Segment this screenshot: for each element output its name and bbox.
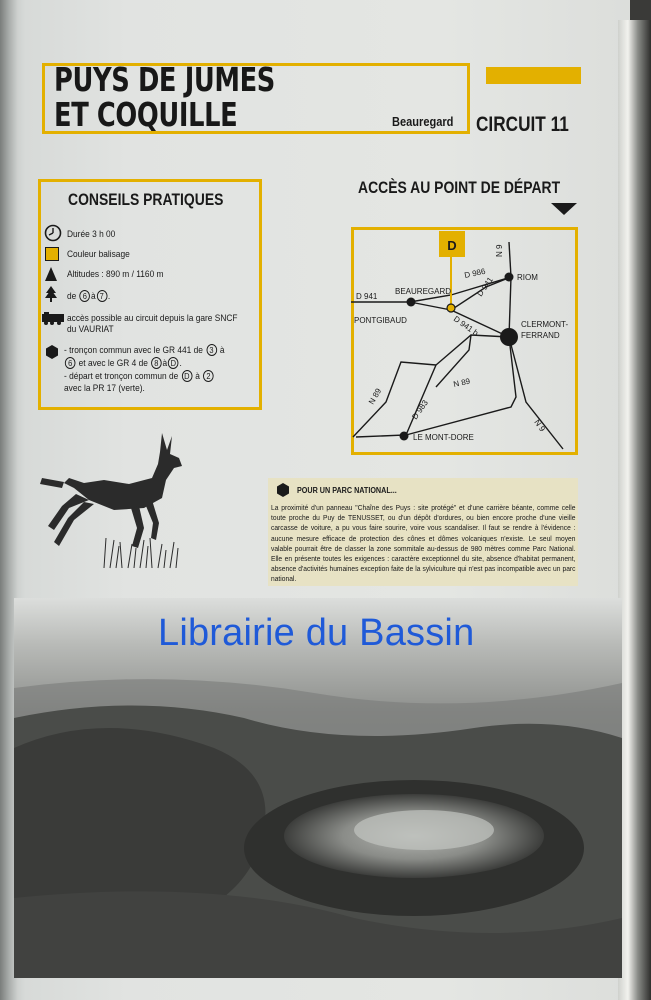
hexagon-icon — [45, 344, 59, 360]
label-n89-left: N 89 — [366, 386, 384, 406]
label-d941-left: D 941 — [356, 292, 378, 301]
label-d941-right: D 941 — [475, 275, 495, 299]
hexagon-icon — [276, 482, 290, 498]
grass — [104, 538, 178, 568]
access-map — [351, 227, 578, 455]
page-edge — [618, 20, 651, 1000]
gr-text-2: et avec le GR 4 de — [78, 358, 148, 369]
marker-to: 7 — [96, 290, 107, 302]
acces-arrow-icon — [551, 203, 577, 215]
label-n89-mid: N 89 — [452, 376, 471, 389]
couleur-text: Couleur balisage — [67, 249, 130, 260]
label-beauregard: BEAUREGARD — [395, 287, 452, 296]
label-mont-dore: LE MONT-DORE — [413, 433, 474, 442]
label-riom: RIOM — [517, 273, 538, 282]
deer-illustration — [34, 428, 194, 573]
label-pontgibaud: PONTGIBAUD — [354, 316, 407, 325]
duree-text: Durée 3 h 00 — [67, 229, 116, 240]
gare-line-1: accès possible au circuit depuis la gare SNCF — [67, 313, 238, 324]
gr-text-1: - tronçon commun avec le GR 441 de — [64, 345, 203, 356]
de-prefix: de — [67, 291, 77, 302]
gr-sep-2: à — [162, 358, 168, 369]
gr-line-1 — [64, 344, 225, 357]
train-icon — [41, 312, 67, 326]
town-beauregard — [407, 298, 416, 307]
marker-gr-3: 8 — [151, 357, 162, 369]
watermark: Librairie du Bassin — [158, 612, 475, 654]
marker-gr-1: 3 — [206, 344, 217, 356]
de-row: de 6 à 7 . — [67, 291, 111, 302]
aerial-volcano-photo — [14, 598, 622, 978]
mountain-icon — [44, 266, 58, 282]
marker-gr-2: 6 — [65, 357, 76, 369]
circuit-number: CIRCUIT 11 — [476, 113, 569, 136]
tree-icon — [44, 285, 58, 303]
location-label: Beauregard — [392, 114, 454, 129]
page-title — [54, 62, 288, 132]
title-line-2: ET COQUILLE — [54, 95, 238, 134]
marker-gr-4: D — [168, 357, 179, 369]
parc-heading: POUR UN PARC NATIONAL... — [297, 486, 397, 495]
label-n9-top: N 9 — [495, 244, 504, 257]
start-point — [447, 304, 455, 312]
start-marker: D — [447, 238, 457, 253]
gare-line-2: du VAURIAT — [67, 324, 114, 335]
de-sep: à — [90, 291, 96, 302]
balisage-color-icon — [45, 247, 59, 261]
altitudes-text: Altitudes : 890 m / 1160 m — [67, 269, 164, 280]
town-riom — [505, 273, 514, 282]
label-n9-bottom: N 9 — [532, 417, 547, 434]
dep-sep: à — [195, 371, 200, 382]
label-d941b: D 941 b — [451, 314, 480, 338]
marker-from: 6 — [80, 290, 91, 302]
dep-text-1: - départ et tronçon commun de — [64, 371, 179, 382]
accent-bar — [486, 67, 581, 84]
gr-sep-1: à — [219, 345, 225, 356]
dep-line-1 — [64, 370, 215, 383]
parc-body-text: La proximité d'un panneau "Chaîne des Puys : site protégé" et d'une carrière béante, comme celle toute proche du Puy de TENUSSET, ou d'un dépôt d'ordures, ou bien encore proche d'une vieille carcasse de voiture, a pu vous faire sourire, voire vous scandaliser. Il faut se rendre à l'évidence : aucune mesure efficace de protection des cônes et dômes volcaniques n'existe. Le seul moyen valable pourrait être de classer la zone sommitale au-dessus de 980 mètres comme Parc National. Elle en présente toutes les exigences : caractère exceptionnel du site, absence d'habitat permanent, absence d'activités humaines exception faite de la sylviculture qui n'est pas incompatible avec un parc national. — [271, 503, 576, 584]
conseils-title: CONSEILS PRATIQUES — [68, 190, 224, 209]
marker-dep-2: 2 — [203, 370, 214, 382]
town-clermont — [500, 328, 518, 346]
label-d986: D 986 — [463, 266, 487, 280]
clock-icon — [44, 224, 62, 242]
acces-title: ACCÈS AU POINT DE DÉPART — [358, 178, 561, 197]
gr-line-2: 6 et avec le GR 4 de 8 à D . — [64, 357, 182, 370]
label-d983: D 983 — [410, 398, 430, 422]
title-line-1: PUYS DE JUMES — [54, 60, 275, 99]
label-clermont-1: CLERMONT- — [521, 320, 569, 329]
marker-dep-1: D — [182, 370, 193, 382]
town-mont-dore — [400, 432, 409, 441]
dep-line-2: avec la PR 17 (verte). — [64, 383, 145, 394]
label-clermont-2: FERRAND — [521, 331, 560, 340]
